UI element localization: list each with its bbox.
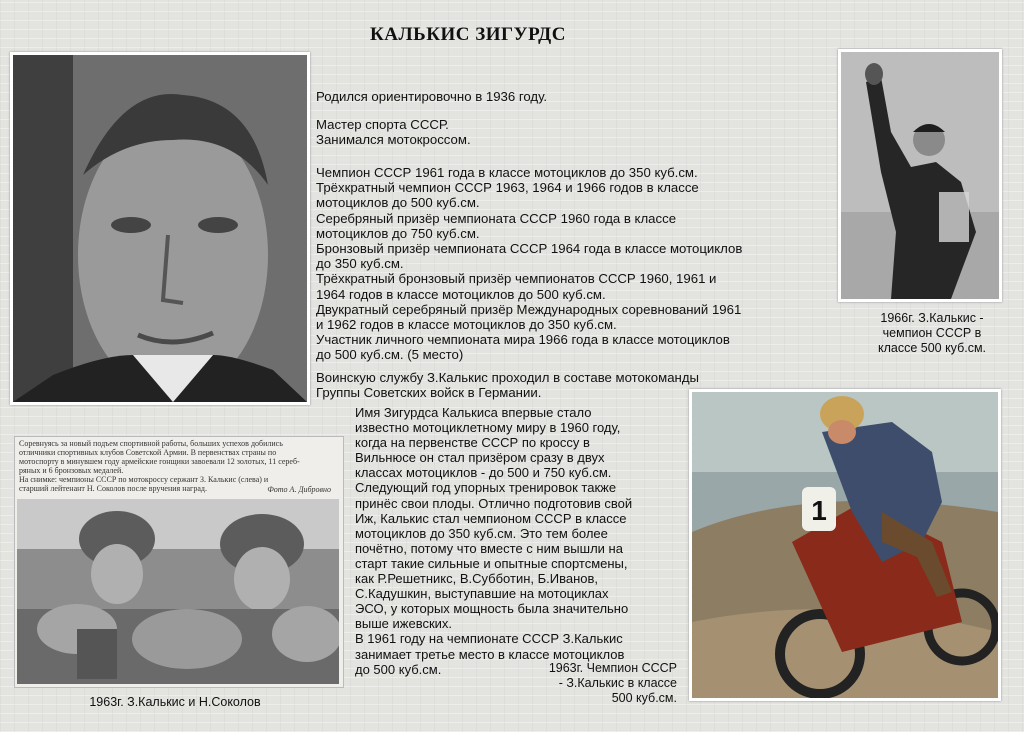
bio-born: Родился ориентировочно в 1936 году. xyxy=(316,89,548,104)
clipping-credit: Фото А. Дибровно xyxy=(267,485,331,494)
photo-1963-motocross xyxy=(689,389,1001,701)
caption-1963-pair: 1963г. З.Калькис и Н.Соколов xyxy=(89,695,261,709)
photo-1966-champion xyxy=(838,49,1002,302)
caption-1966: 1966г. З.Калькис - чемпион СССР в классе 500 куб.см. xyxy=(877,311,987,355)
svg-text:1: 1 xyxy=(811,495,827,526)
clipping-text: Соревнуясь за новый подъем спортивной работы, больших успехов добились отличники спортивных клубов Советской Армии. В первенствах страны по мотоспорту в минувшем году армейские гонщики завоевали 12 золотых, 11 сереб- ряных и 6 бронзовых медалей. На снимке: чемпионы СССР по мотокроссу сержант З. Калькис (слева) и старший лейтенант Н. Соколов после вручения наград. xyxy=(19,439,300,493)
page-title: КАЛЬКИС ЗИГУРДС xyxy=(370,24,566,45)
bio-story: Имя Зигурдса Калькиса впервые стало известно мотоциклетному миру в 1960 году, когда на первенстве СССР по кроссу в Вильнюсе он стал призёром сразу в двух классах мотоциклов - до 500 и 750 куб.см. Следующий год упорных тренировок также принёс свои плоды. Отлично подготовив свой Иж, Калькис стал чемпионом СССР в классе мотоциклов до 350 куб.см. Это тем более почётно, потому что вместе с ним вышли на старт такие сильные и опытные спортсмены, как Р.Решетникс, В.Субботин, Б.Иванов, С.Кадушкин, выступавшие на мотоциклах ЭСО, у которых мощность была значительно выше ижевских. В 1961 году на чемпионате СССР З.Калькис занимает третье место в классе мотоциклов до 500 куб.см. xyxy=(355,405,633,677)
portrait-photo xyxy=(10,52,310,405)
newspaper-clipping xyxy=(14,436,344,688)
bio-titles: Мастер спорта СССР. Занимался мотокроссом. xyxy=(316,117,471,148)
bio-achievements: Чемпион СССР 1961 года в классе мотоциклов до 350 куб.см. Трёхкратный чемпион СССР 1963, 1964 и 1966 годов в классе мотоциклов до 500 куб.см. Серебряный призёр чемпионата СССР 1960 года в классе мотоциклов до 750 куб.см. Бронзовый призёр чемпионата СССР 1964 года в классе мотоциклов до 350 куб.см. Трёхкратный бронзовый призёр чемпионатов СССР 1960, 1961 и 1964 годов в классе мотоциклов до 500 куб.см. Двукратный серебряный призёр Международных соревнований 1961 и 1962 годов в классе мотоциклов до 350 куб.см. Участник личного чемпионата мира 1966 года в классе мотоциклов до 500 куб.см. (5 место) xyxy=(316,165,743,363)
caption-1963-motocross: 1963г. Чемпион СССР - З.Калькис в классе 500 куб.см. xyxy=(548,661,677,705)
bio-service: Воинскую службу З.Калькис проходил в составе мотокоманды Группы Советских войск в Германии. xyxy=(316,370,700,401)
photo-1963-pair xyxy=(17,499,339,684)
